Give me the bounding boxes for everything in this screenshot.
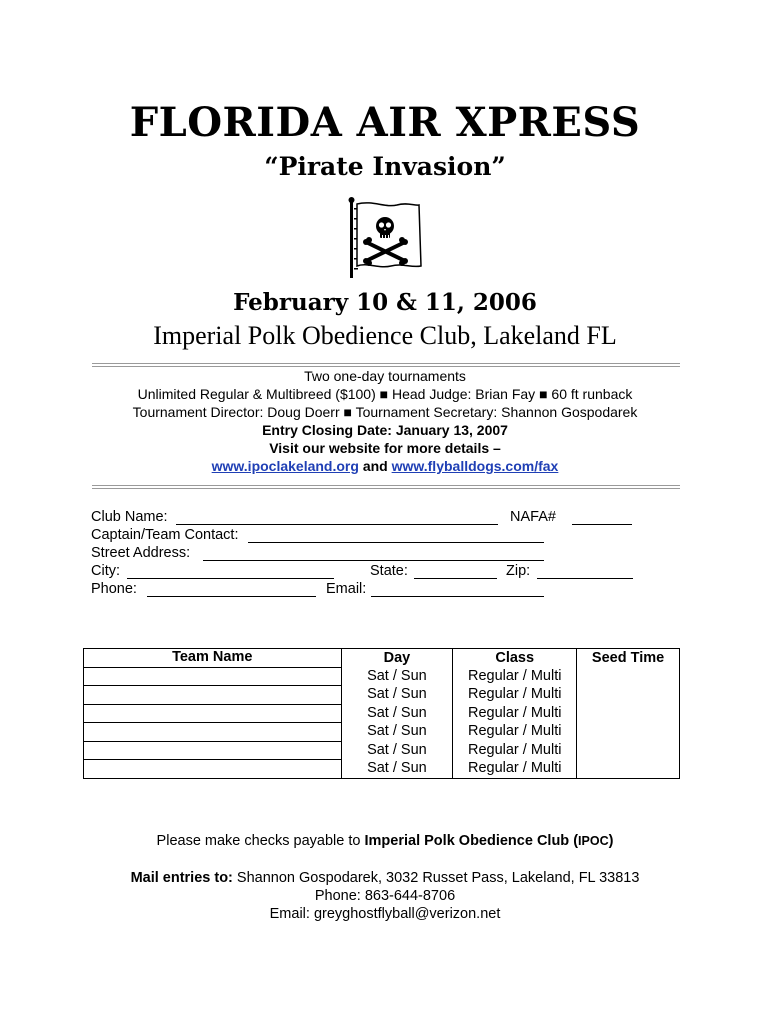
club-name-field[interactable] bbox=[176, 508, 498, 525]
header-class: Class bbox=[453, 649, 577, 668]
document-title: FLORIDA AIR XPRESS bbox=[129, 99, 641, 146]
info-website-note: Visit our website for more details – bbox=[269, 440, 501, 456]
club-name-row bbox=[91, 508, 168, 526]
event-date: February 10 & 11, 2006 bbox=[233, 289, 537, 316]
class-cell: Regular / Multi bbox=[453, 760, 577, 779]
class-cell: Regular / Multi bbox=[453, 686, 577, 705]
contact-email: Email: greyghostflyball@verizon.net bbox=[269, 906, 501, 922]
link-flyballdogs[interactable]: www.flyballdogs.com/fax bbox=[391, 458, 559, 474]
info-closing-date: Entry Closing Date: January 13, 2007 bbox=[262, 422, 508, 438]
phone-label: Phone: bbox=[91, 581, 137, 597]
checks-payee: Imperial Polk Obedience Club bbox=[364, 833, 570, 849]
club-name-label: Club Name: bbox=[91, 509, 168, 525]
class-cell: Regular / Multi bbox=[453, 667, 577, 686]
team-name-cell[interactable] bbox=[84, 741, 342, 760]
checks-paren-close: ) bbox=[608, 833, 614, 849]
zip-label: Zip: bbox=[506, 563, 531, 579]
day-cell: Sat / Sun bbox=[341, 760, 453, 779]
day-cell: Sat / Sun bbox=[341, 686, 453, 705]
table-row bbox=[84, 686, 680, 705]
day-cell: Sat / Sun bbox=[341, 723, 453, 742]
class-cell: Regular / Multi bbox=[453, 704, 577, 723]
team-name-cell[interactable] bbox=[84, 686, 342, 705]
state-label: State: bbox=[370, 563, 408, 579]
checks-paren-open: ( bbox=[569, 833, 579, 849]
info-tournaments: Two one-day tournaments bbox=[304, 368, 466, 384]
document-subtitle: “Pirate Invasion” bbox=[264, 152, 506, 181]
street-field[interactable] bbox=[203, 544, 544, 561]
header-seed-time: Seed Time bbox=[577, 649, 680, 668]
pirate-flag-icon bbox=[345, 196, 425, 280]
day-cell: Sat / Sun bbox=[341, 667, 453, 686]
zip-field[interactable] bbox=[537, 562, 633, 579]
email-field[interactable] bbox=[371, 580, 544, 597]
team-name-cell[interactable] bbox=[84, 760, 342, 779]
captain-label: Captain/Team Contact: bbox=[91, 527, 239, 543]
seed-time-cell[interactable] bbox=[577, 686, 680, 705]
table-row bbox=[84, 741, 680, 760]
checks-abbrev: IPOC bbox=[578, 834, 609, 848]
team-name-cell[interactable] bbox=[84, 704, 342, 723]
info-director-secretary: Tournament Director: Doug Doerr ■ Tournament Secretary: Shannon Gospodarek bbox=[132, 404, 638, 420]
checks-prefix: Please make checks payable to bbox=[156, 833, 365, 849]
contact-phone: Phone: 863-644-8706 bbox=[314, 888, 456, 904]
nafa-field[interactable] bbox=[572, 508, 632, 525]
city-label: City: bbox=[91, 563, 120, 579]
captain-field[interactable] bbox=[248, 526, 544, 543]
info-and: and bbox=[362, 458, 388, 474]
seed-time-cell[interactable] bbox=[577, 704, 680, 723]
street-label: Street Address: bbox=[91, 545, 191, 561]
seed-time-cell[interactable] bbox=[577, 723, 680, 742]
info-links bbox=[0, 457, 770, 475]
divider-bottom bbox=[92, 485, 680, 489]
table-row bbox=[84, 760, 680, 779]
checks-payable-line bbox=[0, 832, 770, 850]
class-cell: Regular / Multi bbox=[453, 741, 577, 760]
seed-time-cell[interactable] bbox=[577, 667, 680, 686]
header-day: Day bbox=[341, 649, 453, 668]
mail-block bbox=[0, 869, 770, 923]
phone-field[interactable] bbox=[147, 580, 316, 597]
email-label: Email: bbox=[326, 581, 367, 597]
table-row bbox=[84, 667, 680, 686]
city-field[interactable] bbox=[127, 562, 334, 579]
info-block bbox=[0, 367, 770, 475]
nafa-label: NAFA# bbox=[510, 509, 556, 525]
table-row bbox=[84, 704, 680, 723]
info-classes-judge: Unlimited Regular & Multibreed ($100) ■ Head Judge: Brian Fay ■ 60 ft runback bbox=[137, 386, 633, 402]
day-cell: Sat / Sun bbox=[341, 741, 453, 760]
header-team-name: Team Name bbox=[84, 649, 342, 668]
class-cell: Regular / Multi bbox=[453, 723, 577, 742]
team-name-cell[interactable] bbox=[84, 723, 342, 742]
mail-address: Shannon Gospodarek, 3032 Russet Pass, Lakeland, FL 33813 bbox=[232, 870, 640, 886]
mail-label: Mail entries to: bbox=[130, 870, 233, 886]
table-row bbox=[84, 723, 680, 742]
state-field[interactable] bbox=[414, 562, 497, 579]
seed-time-cell[interactable] bbox=[577, 760, 680, 779]
event-venue: Imperial Polk Obedience Club, Lakeland FL bbox=[153, 321, 617, 350]
mail-line bbox=[0, 869, 770, 887]
team-entry-table bbox=[83, 648, 680, 779]
day-cell: Sat / Sun bbox=[341, 704, 453, 723]
seed-time-cell[interactable] bbox=[577, 741, 680, 760]
team-name-cell[interactable] bbox=[84, 667, 342, 686]
table-header-row bbox=[84, 649, 680, 668]
link-ipoclakeland[interactable]: www.ipoclakeland.org bbox=[211, 458, 359, 474]
